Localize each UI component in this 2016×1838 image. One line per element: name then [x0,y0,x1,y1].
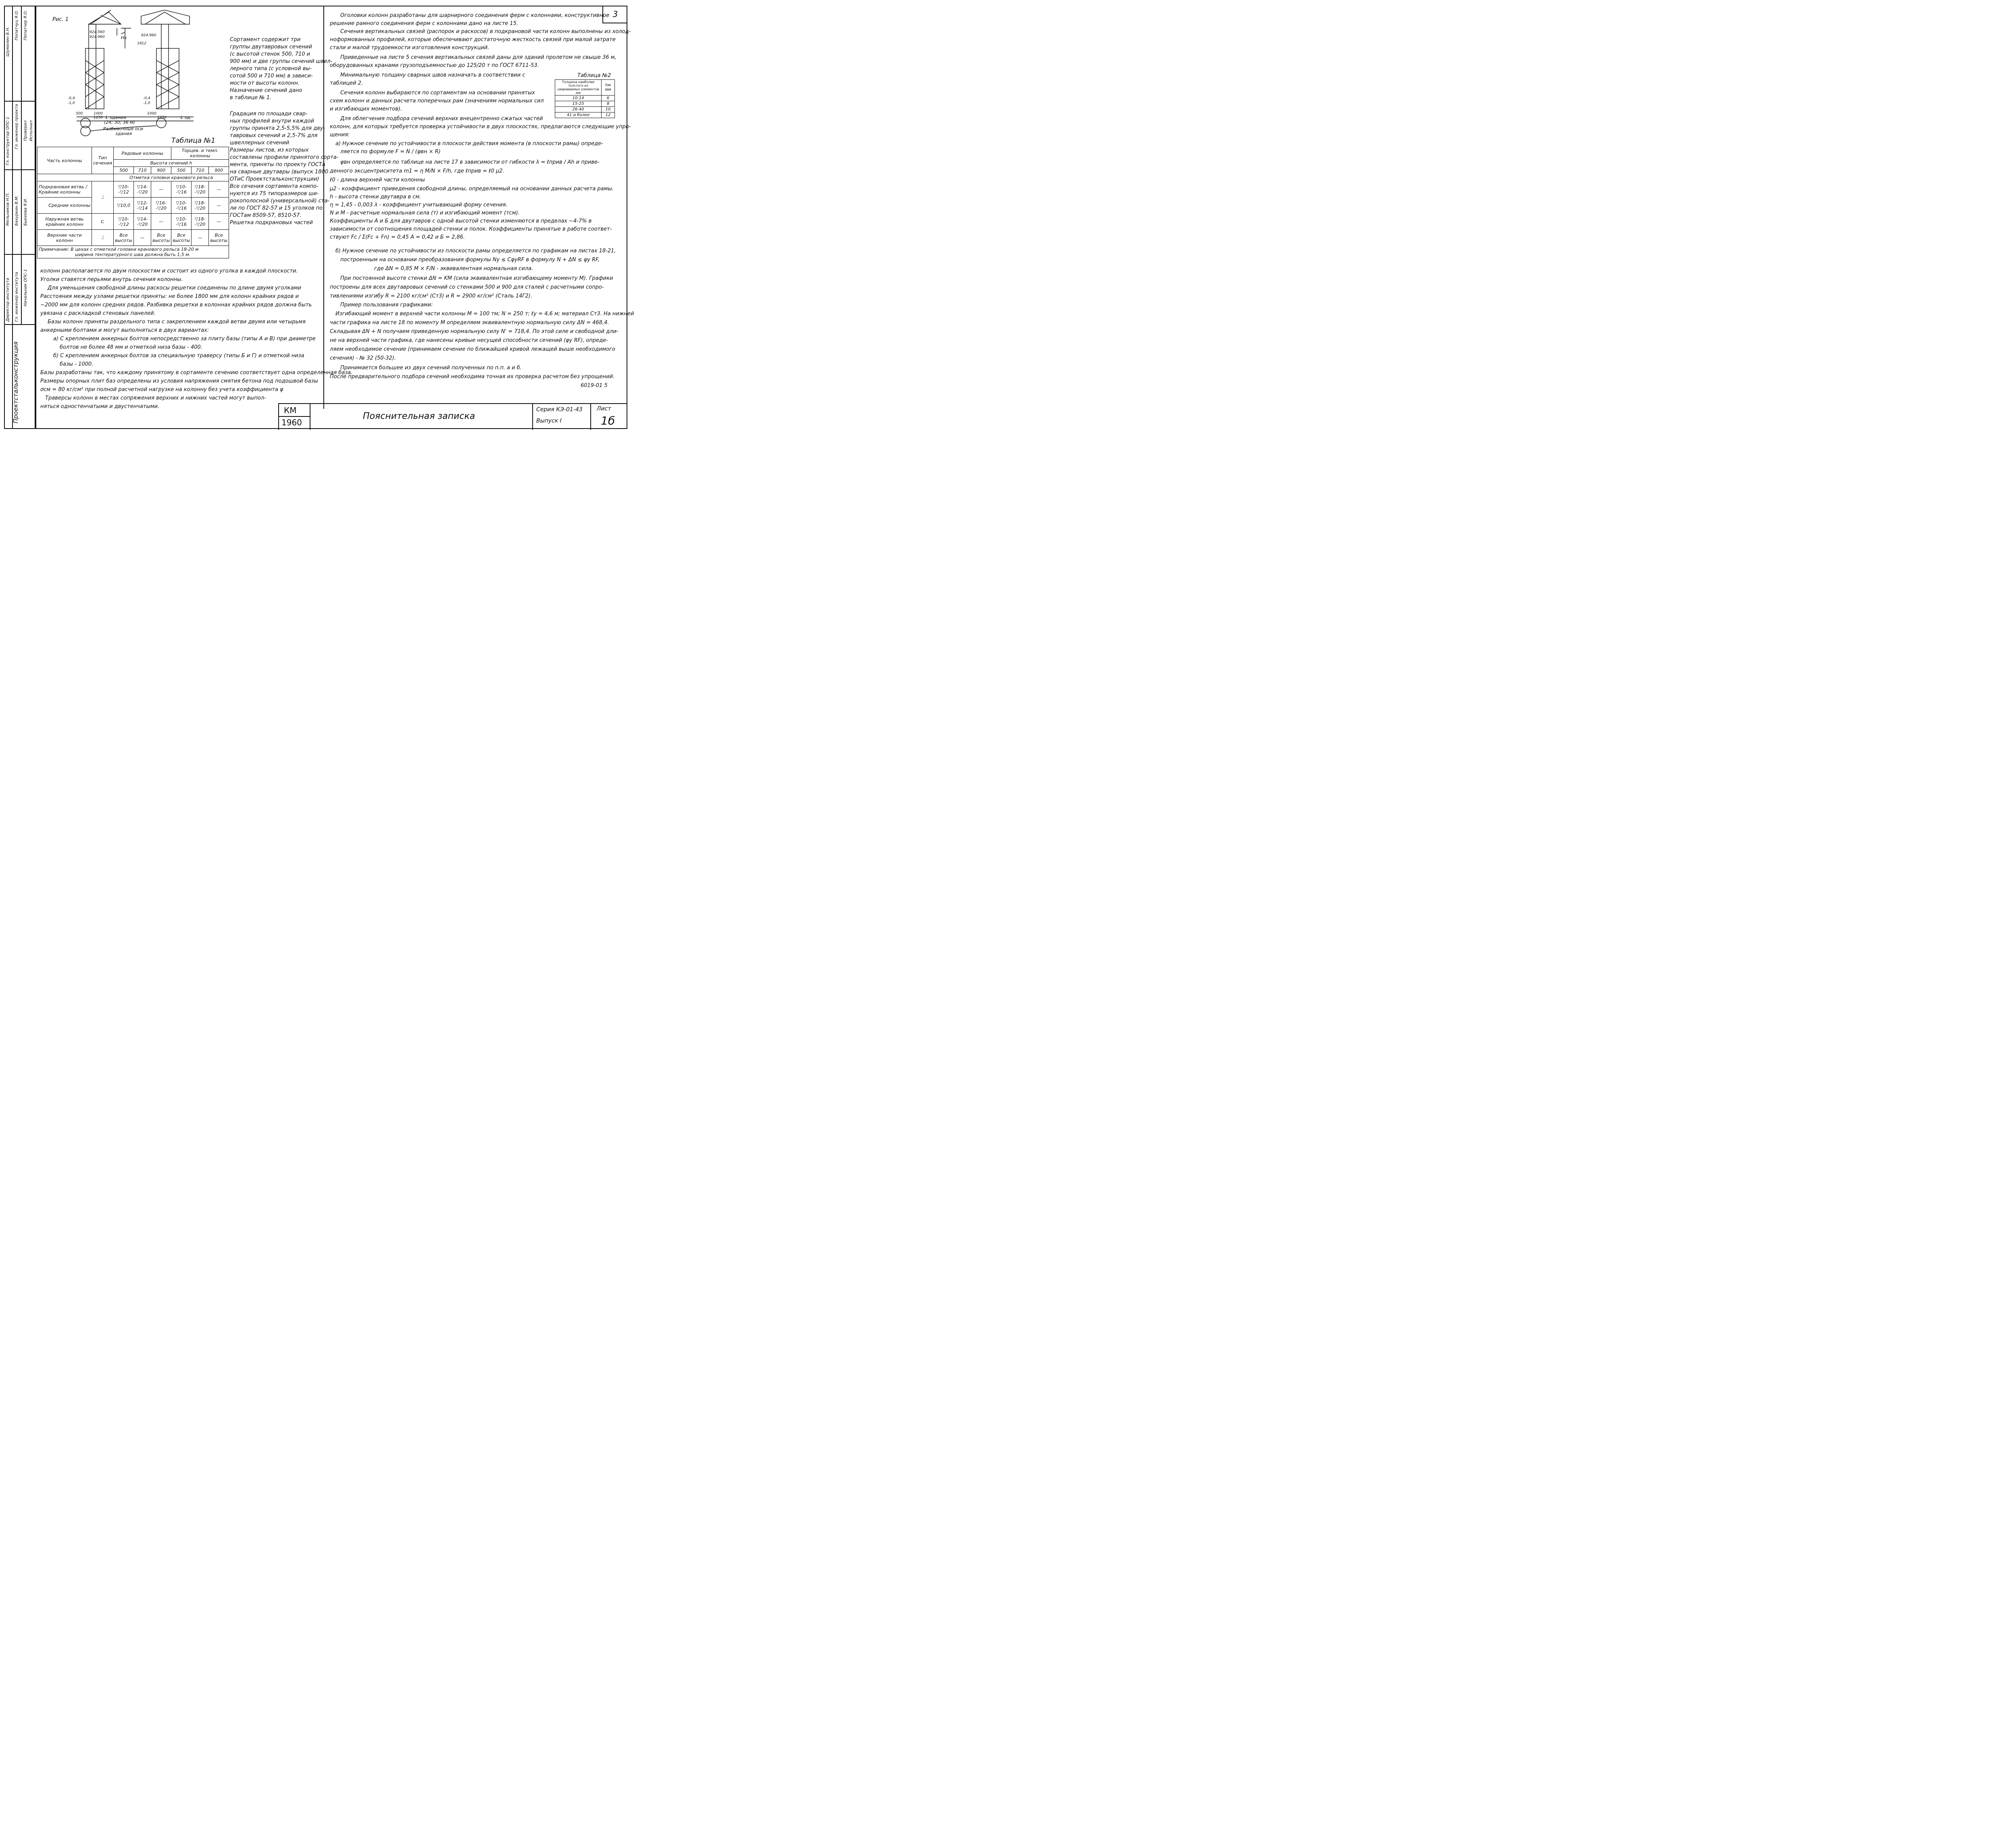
table-cell: Все высоты [151,230,171,246]
text-line: φвн определяется по таблице на листе 17 в зависимости от гибкости λ = ℓприв / Ah и приве- [340,159,600,165]
dim-label: 924-960 [90,35,105,39]
table2-cell: 8 [602,101,615,107]
text-line: Минимальную толщину сварных швов назначать в соответствии с [340,72,525,78]
text-line: N и M - расчетные нормальная сила (т) и изгибающий момент (тсм). [330,210,520,216]
text-line: Градация по площади свар- [230,111,308,117]
text-line: После предварительного подбора сечений необходима точная их проверка расчетом без упрощений. [330,374,615,380]
column-figure [60,8,234,139]
text-line: а) Нужное сечение по устойчивости в плоскости действия момента (в плоскости рамы) опреде- [335,141,603,147]
side-role: Гл. инженер института [15,272,19,322]
series: Серия КЭ-01-43 [536,406,583,413]
text-line: мента, приняты по проекту ГОСТа [230,162,325,168]
text-line: анкерными болтами и могут выполняться в двух вариантах: [40,327,209,333]
text-line: Базы колонн приняты раздельного типа с закреплением каждой ветви двумя или четырьмя [48,319,306,325]
text-line: колонн располагается по двум плоскостям и состоит из одного уголка в каждой плоскости. [40,268,298,274]
table-cell: ▽10- -▽12 [114,181,134,198]
height-cell: 900 [151,167,171,174]
span-label: L здания [106,115,126,120]
text-line: (с высотой стенок 500, 710 и [230,51,310,57]
text-line: ноформованных профилей, которые обеспечивают достаточную жесткость связей при малой затрате [330,37,616,43]
row-crane-branch: Подкрановая ветвь / Крайние колонны [37,181,92,198]
text-line: Размеры листов, из которых [230,147,309,153]
text-line: и изгибающих моментов). [330,106,402,112]
sheet-label: Лист [597,406,611,412]
table1 [37,147,229,258]
text-line: группы принята 2,5-5,5% для дву- [230,125,325,131]
table2-title: Таблица №2 [577,73,611,79]
text-line: оборудованных кранами грузоподъемностью до 125/20 т по ГОСТ 6711-53. [330,62,539,69]
text-line: б) С креплением анкерных болтов за специальную траверсу (типы Б и Г) и отметкой низа [53,353,304,359]
table1-note [37,246,229,258]
text-line: Изгибающий момент в верхней части колонны M = 100 тм; N = 250 т; ℓy = 4,6 м; материал Ст3. На нижней [335,311,634,317]
text-line: мости от высоты колонн. [230,80,300,86]
table2-cell: 15-25 [555,101,602,107]
text-line: ных профилей внутри каждой [230,118,314,124]
text-line: Все сечения сортамента компо- [230,183,319,189]
year: 1960 [281,418,302,427]
table-cell: ▽12- -▽14 [134,198,151,214]
side-role: Гл. конструктор ОПС-1 [6,117,10,165]
note-line: ширина тентерaтурного шва должна быть 1,5 м. [75,252,190,257]
text-line: в таблице № 1. [230,95,272,101]
side-role: Директор института [6,278,10,322]
text-line: группы двутавровых сечений [230,44,312,50]
table-cell: — [192,230,209,246]
left-truss [89,10,121,24]
side-role: Исполнил [29,120,33,141]
right-truss [141,10,190,24]
text-line: части графика на листе 18 по моменту M определяем эквивалентную нормальную силу ΔN = 468,4. [330,320,609,326]
text-line: Размеры опорных плит баз определены из условия напряжения смятия бетона под подошвой базы [40,378,318,384]
height-cell: 710 [134,167,151,174]
level-mark: -1,0 [143,101,150,105]
table-cell: Все высоты [114,230,134,246]
text-line: построенным на основании преобразования формулы Ny ≤ CφyRF в формулу N + ΔN ≤ φy RF, [340,257,600,263]
row-sublabel: Средние колонны [37,198,92,214]
table2-header: hм мм [602,80,615,96]
text-line: щения: [330,132,350,138]
dim-label: Hк [121,35,127,40]
side-divider [4,101,35,102]
text-line: базы - 1000. [60,361,94,367]
text-line: ГОСТам 8509-57, 8510-57. [230,212,302,219]
title-block [278,403,627,430]
text-line: лерного типа (с условной вы- [230,66,312,72]
dim-label: 1000 [147,112,156,116]
dim-label: 1250 [157,116,167,120]
header-row-cols: Рядовые колонны [114,147,171,160]
text-line: построены для всех двутавровых сечений со стенками 500 и 900 для сталей с расчетными сопро- [330,284,604,290]
text-line: μ2 - коэффициент приведения свободной длины, определяемый на основании данных расчета рамы. [330,186,614,192]
table-cell: ▽16- -▽20 [151,198,171,214]
text-line: швеллерных сечений [230,140,289,146]
km-code: КМ [284,406,297,415]
text-line: решение рамного соединения ферм с колоннами дано на листе 15. [330,21,518,27]
left-body-text [40,268,352,412]
axes-label: Разбивочные оси [103,126,143,131]
row-sublabel: Крайние колонны [39,189,81,195]
side-name: Бахуркин В.М. [15,195,19,226]
text-line: б) Нужное сечение по устойчивости из плоскости рамы определяется по графикам на листах 18-21, [335,248,616,254]
text-line: Складывая ΔN + N получаем приведенную нормальную силу N' = 718,4. По этой силе и свободной дли- [330,329,619,335]
dim-label: 924-560 [90,30,105,34]
text-line: Коэффициенты А и Б для двутавров с одной высотой стенки изменяются в пределах ~4-7% в [330,218,592,224]
text-line: рокополосной (универсальной) ста- [230,198,330,204]
header-end-cols: Торцев. и темп. колонны [171,147,229,160]
text-line: Базы разработаны так, что каждому принятому в сортаменте сечению соответствует одна определенная база. [40,370,353,376]
table2-cell: 41 и более [555,112,602,118]
issue: Выпуск I [536,418,562,424]
text-line: Принимается большее из двух сечений полученных по п.п. а и б. [340,365,522,371]
text-line: Назначение сечений дано [230,87,302,94]
text-line: Сортамент содержит три [230,37,301,43]
table-cell: ▽18- -▽20 [192,214,209,230]
text-line: ляется по формуле F = N / (φвн × R) [340,149,441,155]
text-line: При постоянной высоте стенки ΔN = KM (сила эквивалентная изгибающему моменту M). Графики [340,275,613,281]
table-cell: — [209,214,229,230]
text-line: Сечения вертикальных связей (распорок и раскосов) в подкрановой части колонн выполнены из холод- [340,29,631,35]
dim-label: 924-960 [141,33,156,37]
height-cell: 900 [209,167,229,174]
text-line: сотой 500 и 710 мм) в зависи- [230,73,313,79]
side-name: Быкеева Я.И. [23,198,28,226]
side-divider [4,254,35,255]
side-divider [21,6,22,324]
text-line: болтов не более 48 мм и отметкой низа базы - 400. [60,344,202,350]
axes-label: здания [115,131,132,136]
level-mark: -0,4 [143,96,150,100]
side-divider [4,324,35,325]
text-line: а) С креплением анкерных болтов непосредственно за плиту базы (типы А и В) при диаметре [53,336,316,342]
table-cell: — [209,181,229,198]
text-line: ляем необходимое сечение (принимаем сечение по ближайшей кривой лежащей выше необходимого [330,346,615,352]
level-mark: -0,4 [68,96,75,100]
table2-cell: 10-14 [555,96,602,101]
right-body-text [330,12,634,382]
text-line: денного эксцентриситета m1 = η M/N × F/h, где ℓприв = ℓ0 μ2. [330,168,504,174]
table-cell: ▽10,0 [114,198,134,214]
text-line: Для уменьшения свободной длины раскосы решетки соединены по длине двумя уголками [48,285,301,291]
table2-cell: 12 [602,112,615,118]
text-line: нуются из 75 типоразмеров ши- [230,191,319,197]
text-line: σсм = 80 кг/см² при полной расчетной нагрузке на колонну без учета коэффициента φ [40,387,283,393]
table-cell: ▽14- -▽20 [134,214,151,230]
text-line: 900 мм) и две группы сечений швел- [230,58,333,65]
text-line: где ΔN = 0,85 M × F/N - эквивалентная нормальная сила. [374,266,533,272]
text-line: Для облегчения подбора сечений верхних внецентренно сжатых частей [340,116,543,122]
text-line: Оголовки колонн разработаны для шарнирного соединения ферм с колоннами, конструктивное [340,12,610,19]
side-divider [4,169,35,170]
height-cell: 500 [114,167,134,174]
table2-header: Толщина наиболее толстого из свариваемых элементов мм [555,80,602,96]
header-height: Высота сечений h [114,160,229,167]
side-name: Попатчуц Я.О. [15,10,19,40]
text-line: Траверсы колонн в местах сопряжения верхних и нижних частей могут выпол- [45,395,266,401]
table2 [555,79,615,118]
text-line: тавровых сечений и 2,5-7% для [230,133,318,139]
table-cell: — [134,230,151,246]
table-cell: — [209,198,229,214]
row-label: Верхние части колонн [37,230,92,246]
text-line: схем колонн и данных расчета поперечных рам (значениям нормальных сил [330,98,544,104]
span-values: (24; 30; 36 м) [104,120,135,125]
sheet-number: 3 [602,6,627,23]
side-name: Пепатчер Я.О. [23,10,28,40]
header-part: Часть колонны [37,147,92,174]
left-lattice [85,60,104,109]
side-role: Начальник ОПС-1 [23,269,28,306]
table-cell: Все высоты [209,230,229,246]
header-mark: Отметка головки кранового рельса [114,174,229,181]
right-lattice [156,60,179,109]
level-mark: -1,0 [68,101,75,105]
text-line: колонн, для которых требуется проверка устойчивости в двух плоскостях, предлагаются следующие упро- [330,124,631,130]
table-cell: ▽18- -▽20 [192,181,209,198]
table-cell: ▽18- -▽20 [192,198,209,214]
tb-divider [590,404,591,430]
table-cell: ▽10- -▽16 [171,181,192,198]
text-line: Расстояния между узлами решетки приняты: не более 1800 мм для колонн крайних рядов и [40,293,299,300]
text-line: тивлениями изгибу R = 2100 кг/см² (Ст3) и R = 2900 кг/см² (Сталь 14Г2). [330,293,532,299]
text-line: Приведенные на листе 5 сечения вертикальных связей даны для зданий пролетом не свыше 36 м, [340,54,616,60]
height-cell: 500 [171,167,192,174]
tb-divider [278,404,279,430]
side-name: Шумилин Б.Н. [6,27,10,56]
table-cell: ▽10- -▽12 [114,214,134,230]
table2-cell: 10 [602,107,615,112]
doc-code: 6019-01 5 [581,383,608,389]
intro-text [230,36,338,227]
text-line: Пример пользования графиками: [340,302,433,308]
text-line: ствуют Fc / Σ(Fc + Fn) = 0,45 А = 0,42 и Б = 2,86. [330,234,465,240]
text-line: на сварные двутавры (выпуск 1800 [230,169,329,175]
text-line: сечения) - № 32 (50-32). [330,355,396,361]
channel-icon: ⊏ [92,214,114,230]
table-cell: Все высоты [171,230,192,246]
row-label: Наружная ветвь крайних колонн [37,214,92,230]
header-type: Тип сечения [92,147,114,174]
table-cell: — [151,214,171,230]
table2-cell: 6 [602,96,615,101]
height-cell: 710 [192,167,209,174]
figure-label: Рис. 1 [52,17,69,23]
table-cell: ▽10- -▽16 [171,198,192,214]
table-cell: — [151,181,171,198]
side-role: Проверил [23,120,28,141]
table2-cell: 26-40 [555,107,602,112]
dim-label: 1250 [94,116,103,120]
table-cell: ▽10- -▽16 [171,214,192,230]
text-line: стали и малой трудоемкости изготовления конструкций. [330,45,489,51]
tb-divider [278,416,310,417]
text-line: Уголки ставятся перьями внутрь сечения колонны. [40,277,183,283]
text-line: Сечения колонн выбираются по сортаментам на основании принятых [340,90,535,96]
table1-title: Таблица №1 [171,137,216,145]
tb-divider [532,404,533,430]
text-line: составлены профили принятого сорта- [230,154,339,160]
ibeam-icon: ⌶ [92,181,114,214]
table-cell: ▽14- -▽20 [134,181,151,198]
span-label: L зд. [181,115,192,120]
side-role: Гл. инженер проекта [15,104,19,149]
text-line: няться одностенчатыми и двустенчатыми. [40,404,160,410]
text-line: ~2000 мм для колонн средних рядов. Разбивка решетки в колоннах крайних рядов должна быть [40,302,312,308]
row-label: Подкрановая ветвь [39,184,84,189]
text-line: зависимости от соотношения площадей стенки и полок. Коэффициенты принятые в работе соответ- [330,226,612,232]
text-line: таблицей 2. [330,80,363,86]
text-line: ℓ0 - длина верхней части колонны [330,177,425,183]
dim-label: 1000 [94,112,103,116]
text-line: не на верхней части графика, где нанесены кривые несущей способности сечений (φy RF), опреде- [330,337,608,343]
side-name: Мельников Н.П. [6,192,10,226]
side-org: Проектстальконструкция [12,341,19,423]
text-line: увязана с раскладкой стеновых панелей. [40,310,156,316]
dim-label: 1812 [137,42,146,46]
text-line: Решетка подкрановых частей [230,220,313,226]
text-line: h - высота стенки двутавра в см. [330,194,421,200]
dim-label: 500 [76,112,83,116]
ibeam-icon: ⌶ [92,230,114,246]
note-line: Примечание: В цехах с отметкой головки кранового рельса 18-20 м [39,247,199,252]
document-title: Пояснительная записка [363,411,475,421]
text-line: ли по ГОСТ 82-57 и 15 уголков по [230,205,323,211]
text-line: η = 1,45 - 0,003 λ - коэффициент учитывающий форму сечения. [330,202,508,208]
sheet-value: 1б [601,414,615,427]
text-line: ОТиС Проектстальконструкции) [230,176,319,182]
